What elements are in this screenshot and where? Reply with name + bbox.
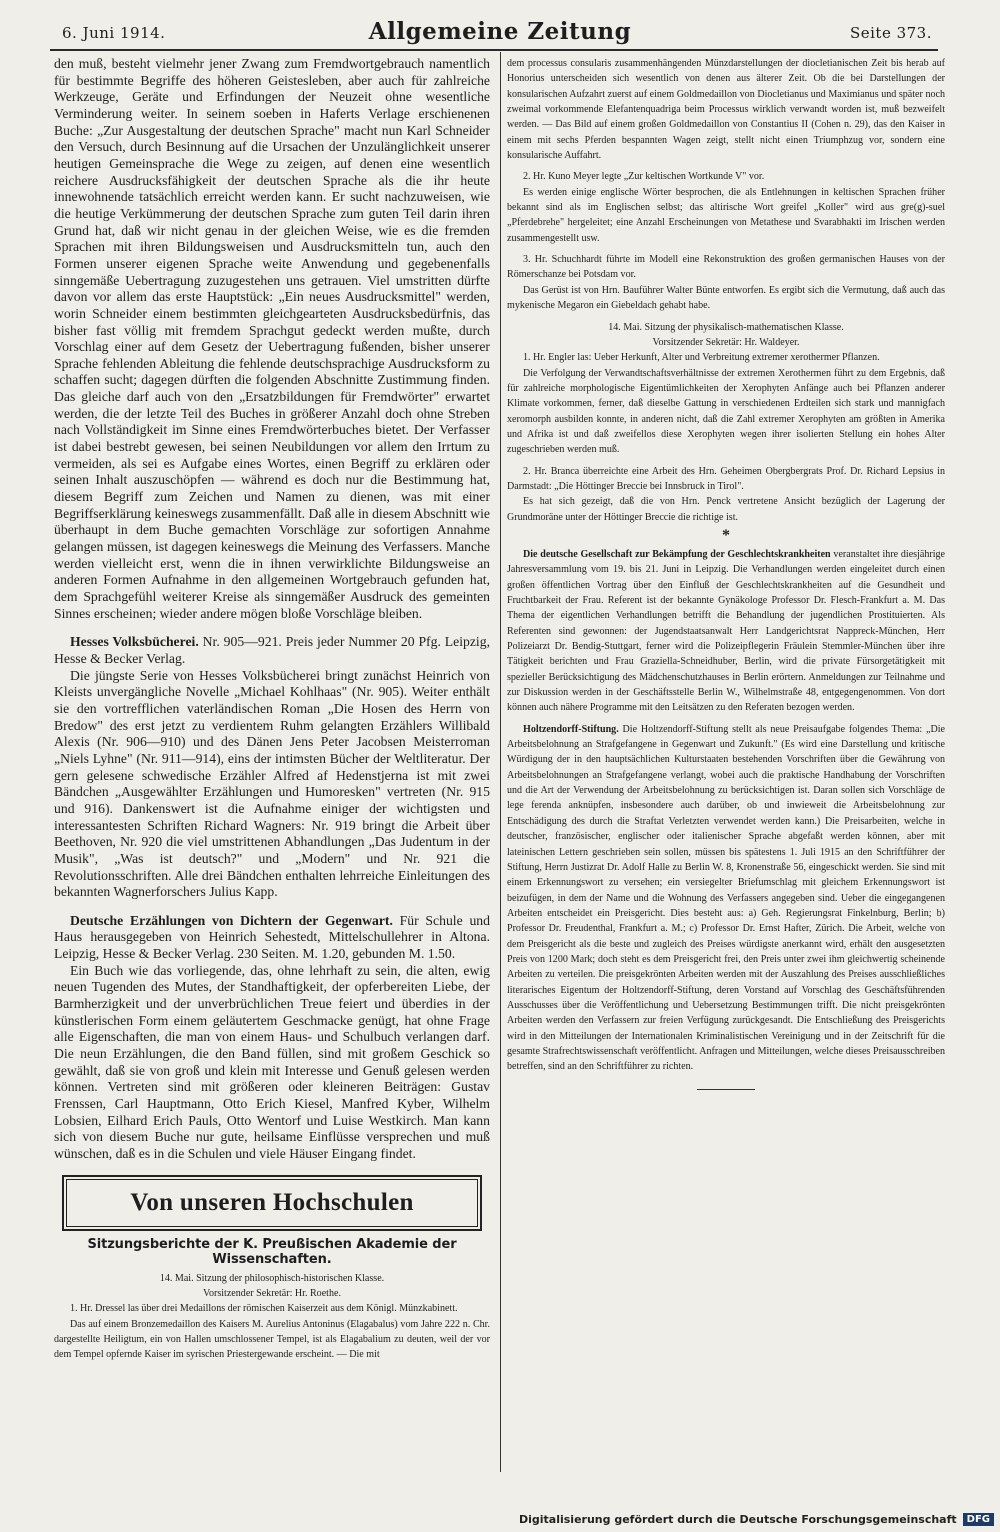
separator-asterisk: *: [722, 526, 730, 544]
section-subtitle: Sitzungsberichte der K. Preußischen Akademie der Wissenschaften.: [87, 1236, 457, 1267]
article-paragraph: Die jüngste Serie von Hesses Volksbücherei bringt zunächst Heinrich von Kleists unvergängliche Novelle „Michael Kohlhaas" (Nr. 905). Weiter enthält sie den vortrefflichen vaterländischen Roman „Die Hosen des Herrn von Bredow" des erst jetzt zu verdientem Ruhm gelangten Erzählers Willibald Alexis (Nr. 906—910) und des Dänen Jens Peter Jacobsen Meisterroman „Niels Lyhne" (Nr. 911—914), eins der intimsten Bücher der Weltliteratur. Der gern gelesene schwedische Erzähler Alfred af Hedenstjerna ist mit zwei Bändchen „Ausgewählter Erzählungen und Humoresken" vertreten (Nr. 915 und 916). Dankenswert ist die Aufnahme einiger der wichtigsten und interessantesten Schriften Richard Wagners: Nr. 919 bringt die Arbeit über Beethoven, Nr. 920 die viel umstrittenen Abhandlungen „Das Judentum in der Musik", „Was ist deutsch?" und „Modern" und Nr. 921 die Revolutionsschriften. Alle drei Bändchen enthalten lehrreiche Einleitungen des bekannten Wagnerforschers Julius Kapp.: [54, 667, 490, 900]
right-column: [507, 56, 945, 1470]
notice-text: Die Holtzendorff-Stiftung stellt als neue Preisaufgabe folgendes Thema: „Die Arbeitsbelohnung an Strafgefangene in Gegenwart und Zukunft." (Es wird eine Darstellung und kritische Würdigung der in den hauptsächlichen Kulturstaaten bestehenden Vorschriften über die Gewährung von Arbeitsbelohnungen an Strafgefangene verlangt, wobei auch die praktische Handhabung der Vorschriften und die Art der Verwendung der Arbeitsbelohnung zu berücksichtigen ist. Daran sollen sich Vorschläge de lege ferenda anknüpfen, insbesondere auch darüber, ob und inwieweit die Arbeitsbelohnung zur Entschädigung des durch die Straftat Verletzten verwendet werden kann.) Die Preisarbeiten, welche in deutscher, französischer, englischer oder italienischer Sprache abgefaßt werden können, aber mit lateinischen Lettern geschrieben sein sollen, müssen bis spätestens 1. Juli 1915 an den Schriftführer der Stiftung, Herrn Justizrat Dr. Adolf Halle zu Berlin W. 8, Kronenstraße 56, eingeschickt werden. Sie sind mit einem Erkennungswort zu versehen; ein versiegelter Briefumschlag mit gleichem Erkennungswort ist beizufügen, in dem der Name und die Wohnung des Verfassers angegeben sind. Ueber die eingegangenen Arbeiten entscheidet ein Preisgericht. Dies besteht aus: a) Geh. Regierungsrat Finkelnburg, Berlin; b) Professor Dr. Freudenthal, Frankfurt a. M.; c) Professor Dr. Ernst Hafter, Zürich. Die Arbeit, welche von dem Preisgericht als die beste und zugleich des Preises würdigste anerkannt wird, erhält den ausgesetzten Preis von 1200 Mark; doch steht es dem Preisgericht frei, den Preis unter zwei ihm gleichwertig scheinende Arbeiten zu verteilen. Die preisgekrönten Arbeiten werden mit der Auszahlung des Preises ausschließliches literarisches Eigentum der Holtzendorff-Stiftung, deren Vorstand auf Vorschlag des Geschäftsführenden Ausschusses über die Veröffentlichung und Uebersetzung Bestimmungen trifft. Die nicht preisgekrönten Arbeiten werden den Verfassern zur freien Verfügung zurückgesandt. Die Entschließung des Preisgerichts wird in den Mitteilungen der Internationalen Kriminalistischen Vereinigung und in der Zeitschrift für die gesamte Strafrechtswissenschaft veröffentlicht. Anfragen und Mitteilungen, welche dieses Preisausschreiben betreffen, sind an den Schriftführer zu richten.: [507, 723, 945, 1073]
left-column: [54, 56, 490, 1470]
end-rule: [697, 1089, 755, 1090]
section-title: Von unseren Hochschulen: [66, 1179, 478, 1227]
page-number: Seite 373.: [849, 24, 932, 42]
review-details: Für Schule und Haus herausgegeben von Heinrich Sehestedt, Mittelschullehrer in Altona. Leipzig, Hesse & Becker Verlag. 230 Seiten. M. 1.20, gebunden M. 1.50.: [54, 912, 490, 962]
session-item: Es werden einige englische Wörter besprochen, die als Entlehnungen in keltischen Sprachen früher bekannt sind als im Englischen selbst; das altirische Wort greifel „Koller" wird aus gre(g)-suel „Pferdebrehe" hergeleitet; eine Anzahl Erscheinungen von Metathese und Svarabhakti im Irischen werden zusammengestellt usw.: [507, 186, 945, 244]
session-chair: Vorsitzender Sekretär: Hr. Waldeyer.: [652, 336, 800, 348]
notice-entry: [507, 547, 945, 716]
session-chair: Vorsitzender Sekretär: Hr. Roethe.: [203, 1288, 341, 1299]
review-title: Deutsche Erzählungen von Dichtern der Gegenwart.: [70, 912, 393, 928]
session-heading: 14. Mai. Sitzung der physikalisch-mathematischen Klasse.: [608, 321, 844, 333]
session-item: Das auf einem Bronzemedaillon des Kaisers M. Aurelius Antoninus (Elagabalus) vom Jahre 222 n. Chr. dargestellte Heiligtum, ein von Hallen umschlossener Tempel, ist als Elagabalium zu deuten, weil der vor dem Tempel opfernde Kaiser im syrischen Priestergewande erscheint. — Die mit: [54, 1318, 490, 1361]
session-item: Das Gerüst ist von Hrn. Bauführer Walter Bünte entworfen. Es ergibt sich die Vermutung, daß auch das mykenische Megaron ein Giebeldach gehabt habe.: [507, 284, 945, 312]
article-paragraph: den muß, besteht vielmehr jener Zwang zum Fremdwortgebrauch namentlich für bestimmte Begriffe des höheren Geistesleben, aber auch für zahlreiche Werkzeuge, Geräte und Erfindungen der Neuzeit ohne wesentliche Verminderung weiter. In seinem soeben in Haferts Verlage erschienenen Buche: „Zur Ausgestaltung der deutschen Sprache" macht nun Karl Schneider den Versuch, durch Besinnung auf die Ursachen der Unzulänglichkeit unserer heutigen Gemeinsprache die Wege zu zeigen, auf denen eine wesentlich reichere Ausdrucksfähigkeit der deutschen Sprache als die ihr heute innewohnende tatsächlich erreicht werden kann. Er sucht nachzuweisen, wie die heutige Verkümmerung der deutschen Sprache zum guten Teil darin ihren Grund hat, daß wir nicht genau in der gleichen Weise, wie es die fremden Sprachen mit ihren Bildungsweisen und Ausdrucksmitteln tun, auch den Formen unserer eigenen Sprache weite Anwendung und gegebenenfalls sinngemäße Uebertragung zuzugestehen uns getrauen. Viel umstritten dürfte davon vor allem das erste Hauptstück: „Ein neues Ausdrucksmittel" werden, worin Schneider einem bestimmten gleichgearteten Ausdrucksbedürfnis, das bisher fast völlig mit fremdem Sprachgut gedeckt werden mußte, durch Vorschlag einer auf dem Gesetz der Uebertragung fußenden, bisher unserer Sprache fehlenden Ableitung die fehlende deutschsprachige Ausdrucksform zu schaffen sucht; dagegen dürften die folgenden Abschnitte Zustimmung finden. Das gleiche darf auch von den „Ersatzbildungen für Fremdwörter" erwartet werden, die der letzte Teil des Buches in größerer Anzahl doch ohne Streben nach Vollständigkeit im Sinne eines Fremdwörterbuches bietet. Der Verfasser ist dabei bestrebt gewesen, bei seinen Neubildungen vor allem den Irrtum zu vermeiden, als sei es Aufgabe eines Wortes, einen Begriff zu erklären oder seinen Inhalt auszuschöpfen — während es doch nur die Bestimmung hat, diesem Begriff zum Zeichen und Namen zu dienen, was mit einer Begriffserklärung keineswegs zusammenfällt. Daß alle in diesem Abschnitt wie überhaupt in dem Buche gemachten Vorschläge zur sofortigen Annahme gelangen müssen, ist dagegen keineswegs die Meinung des Verfassers. Manche werden vielleicht erst, wenn die in ihnen verwirklichte Bildungsweise an anderen Formen Aufnahme in den allgemeinen Wortgebrauch gefunden hat, dem Sprachgefühl weiterer Kreise als sinngemäßer Ausdruck des gemeinten Sinnes erscheinen; wieder andere mögen bloße Vorschläge bleiben.: [54, 56, 490, 621]
masthead: Allgemeine Zeitung: [368, 18, 632, 45]
digitization-credit: [519, 1513, 994, 1526]
review-entry: [54, 634, 490, 667]
article-paragraph: Ein Buch wie das vorliegende, das, ohne lehrhaft zu sein, die alten, ewig neuen Tugenden des Mutes, der Standhaftigkeit, der opferbereiten Liebe, der Barmherzigkeit und der unverbrüchlichen Treue feiert und überdies in der künstlerischen Form einem geläutertem Geschmacke genügt, hat ohne Frage alle Eigenschaften, die man von einem Haus- und Schulbuch verlangen darf. Die neun Erzählungen, die den Band füllen, sind mit großem Geschick so gewählt, daß sie von groß und klein mit Interesse und Genuß gelesen werden können. Vertreten sind mit größeren oder kleineren Beiträgen: Gustav Frenssen, Carl Hauptmann, Otto Erich Kiesel, Manfred Kyber, Wilhelm Lobsien, Eilhard Erich Pauls, Otto Wentorf und Luise Westkirch. Man kann sich von diesem Buche nur gute, heilsame Einflüsse versprechen und muß wünschen, daß es in die Schulen und viele Häuser Eingang findet.: [54, 962, 490, 1161]
session-heading: 14. Mai. Sitzung der philosophisch-historischen Klasse.: [159, 1272, 385, 1284]
header-rule: [50, 49, 938, 51]
review-details: Nr. 905—921. Preis jeder Nummer 20 Pfg. Leipzig, Hesse & Becker Verlag.: [54, 634, 490, 666]
credit-text: Digitalisierung gefördert durch die Deutsche Forschungsgemeinschaft: [518, 1513, 957, 1526]
session-item: Die Verfolgung der Verwandtschaftsverhältnisse der extremen Xerothermen führt zu dem Ergebnis, daß für zahlreiche morphologische Eigentümlichkeiten der Xerophyten Anfänge auch bei Pflanzen anderer Klimate vorkommen, ferner, daß dieselbe Gattung in verschiedenen Erdteilen sich stark und mannigfach xeromorph ausbilden konnte, in anderen nicht, daß die Zahl extremer Xerophyten am größten in Amerika und Afrika ist und daß zweifellos diese Xerophyten wegen ihrer isolierten Stellung ein hohes Alter zugeschrieben werden muß.: [507, 367, 945, 456]
session-item: 2. Hr. Branca überreichte eine Arbeit des Hrn. Geheimen Obergbergrats Prof. Dr. Richard Lepsius in Darmstadt: „Die Höttinger Breccie bei Innsbruck in Tirol".: [507, 465, 945, 492]
session-item: 2. Hr. Kuno Meyer legte „Zur keltischen Wortkunde V" vor.: [523, 171, 765, 183]
review-entry: [54, 913, 490, 963]
session-item: 1. Hr. Engler las: Ueber Herkunft, Alter und Verbreitung extremer xerothermer Pflanzen.: [523, 352, 880, 364]
dfg-logo: DFG: [963, 1513, 994, 1526]
session-item: 1. Hr. Dressel las über drei Medaillons der römischen Kaiserzeit aus dem Königl. Münzkabinett.: [70, 1303, 458, 1315]
notice-entry: [507, 722, 945, 1075]
session-item: 3. Hr. Schuchhardt führte im Modell eine Rekonstruktion des großen germanischen Hauses von der Römerschanze bei Potsdam vor.: [507, 254, 945, 281]
review-title: Hesses Volksbücherei.: [70, 634, 199, 650]
notice-title: Die deutsche Gesellschaft zur Bekämpfung der Geschlechtskrankheiten: [523, 548, 831, 560]
session-item: dem processus consularis zusammenhängenden Münzdarstellungen der diocletianischen Zeit bis herab auf Honorius unterscheiden sich wesentlich von denen aus älterer Zeit. Ob die bei Darstellungen der konsularischen Aufzahrt zuerst auf einem Goldmedaillon von Diocletianus und Maximianus und später noch zweimal vorkommende Elefantenquadriga beim Processus wirklich verwandt worden ist, muß bezweifelt werden. — Das Bild auf einem großen Goldmedaillon von Constantius II (Cohen n. 29), das den Kaiser in einem mit sechs Pferden bespannten Wagen zeigt, stellt nicht einen Triumphzug vor, sondern eine konsularische Auffahrt.: [507, 58, 945, 162]
issue-date: 6. Juni 1914.: [62, 24, 166, 42]
section-title-box: [62, 1175, 482, 1231]
notice-title: Holtzendorff-Stiftung.: [523, 723, 619, 735]
session-item: Es hat sich gezeigt, daß die von Hrn. Penck vertretene Ansicht bezüglich der Lagerung der Grundmoräne unter der Höttinger Breccie die richtige ist.: [507, 496, 945, 523]
notice-text: veranstaltet ihre diesjährige Jahresversammlung vom 19. bis 21. Juni in Leipzig. Die Verhandlungen werden eingeleitet durch einen großen öffentlichen Vortrag über den Einfluß der Geschlechtskrankheiten auf die Gesundheit und Fruchtbarkeit der Frau. Referent ist der bekannte Gynäkologe Professor Dr. Flesch-Frankfurt a. M. Das Thema der eigentlichen Verhandlungen betrifft die Behandlung der jugendlichen Prostituierten. Als Referenten sind gewonnen: der Jugendstaatsanwalt Herr Landgerichtsrat Nappreck-München, Herr Polizeiarzt Dr. Bendig-Stuttgart, ferner wird die Polizeipflegerin Fräulein Stemmler-München über ihre Tätigkeit berichten und Frau Graziella-Schneidhuber, Berlin, wird die private Fürsorgetätigkeit mit spezieller Berücksichtigung des Mädchenschutzhauses in Berlin erörtern. Anmeldungen zur Teilnahme und zur Diskussion werden in der Geschäftsstelle Berlin W., Wilhelmstraße 48, entgegengenommen. Von dort können auch nähere Programme mit den Leitsätzen zu den Referaten bezogen werden.: [507, 548, 945, 714]
column-divider: [500, 52, 501, 1472]
